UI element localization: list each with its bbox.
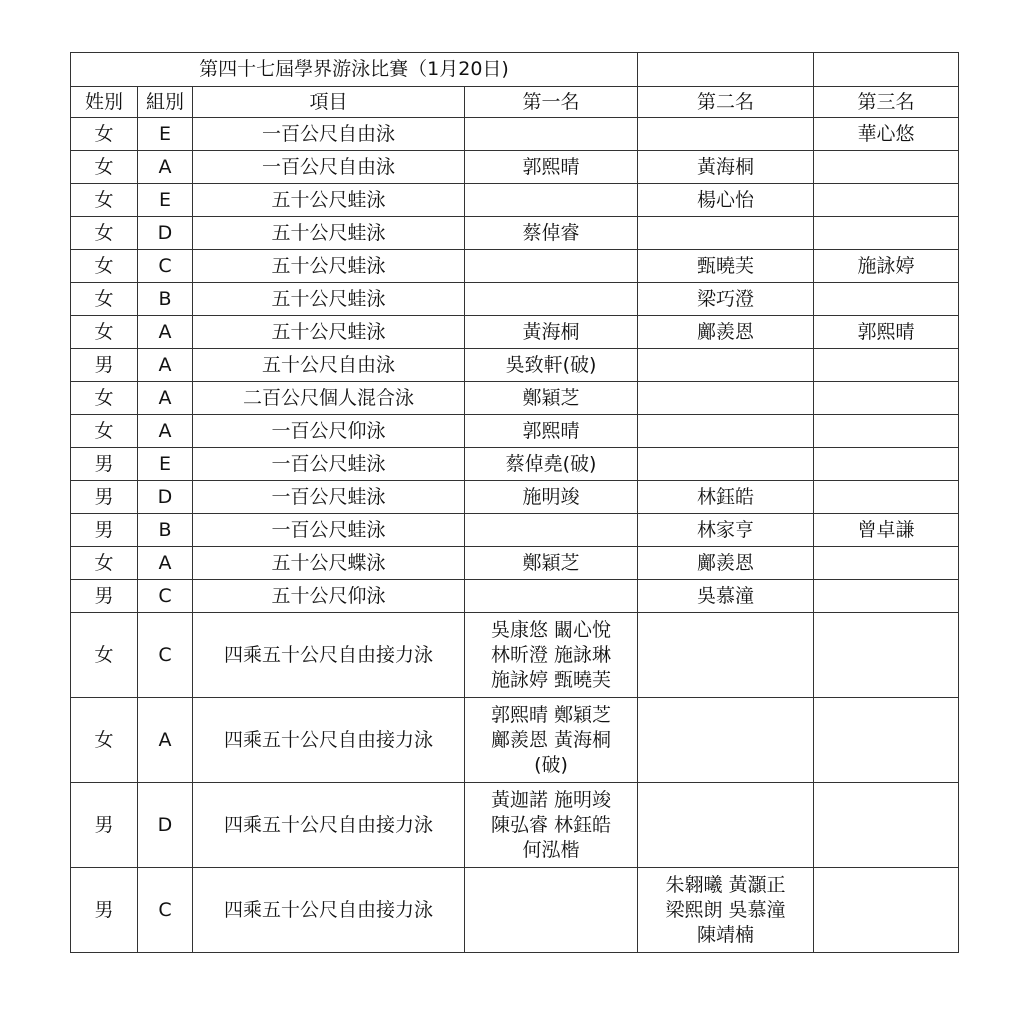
header-gender: 姓別 (71, 87, 138, 118)
header-first: 第一名 (465, 87, 638, 118)
first-place-cell: 蔡倬睿 (465, 217, 638, 250)
gender-cell: 女 (71, 382, 138, 415)
table-row (71, 868, 959, 953)
table-row (71, 184, 959, 217)
second-place-cell: 林家亨 (638, 514, 814, 547)
table-row (71, 698, 959, 783)
gender-cell: 女 (71, 547, 138, 580)
gender-cell: 女 (71, 151, 138, 184)
third-place-cell (814, 349, 959, 382)
third-place-cell (814, 217, 959, 250)
table-row (71, 118, 959, 151)
first-place-cell (465, 868, 638, 953)
third-place-cell (814, 481, 959, 514)
group-cell: A (138, 382, 193, 415)
table-row (71, 613, 959, 698)
event-cell: 一百公尺蛙泳 (193, 448, 465, 481)
header-group: 組別 (138, 87, 193, 118)
table-row (71, 151, 959, 184)
group-cell: A (138, 349, 193, 382)
first-place-cell (465, 118, 638, 151)
table-row (71, 316, 959, 349)
third-place-cell (814, 184, 959, 217)
group-cell: A (138, 547, 193, 580)
event-cell: 五十公尺蛙泳 (193, 316, 465, 349)
first-place-cell: 郭熙晴 (465, 151, 638, 184)
gender-cell: 女 (71, 118, 138, 151)
table-row (71, 250, 959, 283)
event-cell: 五十公尺蛙泳 (193, 283, 465, 316)
group-cell: C (138, 250, 193, 283)
second-place-cell: 吳慕潼 (638, 580, 814, 613)
table-row (71, 481, 959, 514)
first-place-cell: 吳致軒(破) (465, 349, 638, 382)
group-cell: E (138, 118, 193, 151)
second-place-cell (638, 613, 814, 698)
table-row (71, 217, 959, 250)
event-cell: 四乘五十公尺自由接力泳 (193, 613, 465, 698)
event-cell: 五十公尺蝶泳 (193, 547, 465, 580)
third-place-cell: 施詠婷 (814, 250, 959, 283)
gender-cell: 女 (71, 217, 138, 250)
event-cell: 四乘五十公尺自由接力泳 (193, 868, 465, 953)
event-cell: 五十公尺仰泳 (193, 580, 465, 613)
table-row (71, 448, 959, 481)
group-cell: B (138, 514, 193, 547)
third-place-cell (814, 415, 959, 448)
event-cell: 五十公尺蛙泳 (193, 184, 465, 217)
group-cell: A (138, 151, 193, 184)
table-row (71, 382, 959, 415)
gender-cell: 男 (71, 349, 138, 382)
gender-cell: 女 (71, 184, 138, 217)
table-row (71, 349, 959, 382)
third-place-cell (814, 382, 959, 415)
group-cell: A (138, 316, 193, 349)
event-cell: 一百公尺自由泳 (193, 118, 465, 151)
group-cell: D (138, 481, 193, 514)
first-place-cell: 鄭穎芝 (465, 382, 638, 415)
group-cell: D (138, 217, 193, 250)
group-cell: B (138, 283, 193, 316)
gender-cell: 男 (71, 783, 138, 868)
gender-cell: 男 (71, 514, 138, 547)
third-place-cell (814, 580, 959, 613)
second-place-cell (638, 217, 814, 250)
first-place-cell: 郭熙晴 (465, 415, 638, 448)
group-cell: D (138, 783, 193, 868)
table-row (71, 580, 959, 613)
first-place-cell (465, 580, 638, 613)
second-place-cell: 楊心怡 (638, 184, 814, 217)
third-place-cell: 郭熙晴 (814, 316, 959, 349)
second-place-cell: 鄺羨恩 (638, 316, 814, 349)
third-place-cell: 華心悠 (814, 118, 959, 151)
group-cell: A (138, 415, 193, 448)
first-place-cell: 郭熙晴 鄭穎芝 鄺羨恩 黃海桐 (破) (465, 698, 638, 783)
first-place-cell (465, 250, 638, 283)
title-row (71, 53, 959, 87)
event-cell: 一百公尺蛙泳 (193, 481, 465, 514)
third-place-cell (814, 547, 959, 580)
gender-cell: 女 (71, 415, 138, 448)
gender-cell: 女 (71, 283, 138, 316)
first-place-cell: 吳康悠 闞心悅 林昕澄 施詠琳 施詠婷 甄曉芙 (465, 613, 638, 698)
table-row (71, 415, 959, 448)
third-place-cell (814, 448, 959, 481)
first-place-cell (465, 514, 638, 547)
second-place-cell (638, 698, 814, 783)
first-place-cell: 黃海桐 (465, 316, 638, 349)
table-row (71, 283, 959, 316)
third-place-cell (814, 868, 959, 953)
group-cell: A (138, 698, 193, 783)
event-cell: 五十公尺蛙泳 (193, 217, 465, 250)
gender-cell: 女 (71, 613, 138, 698)
event-cell: 四乘五十公尺自由接力泳 (193, 698, 465, 783)
second-place-cell (638, 118, 814, 151)
second-place-cell: 朱翱曦 黃灝正 梁熙朗 吳慕潼 陳靖楠 (638, 868, 814, 953)
event-cell: 一百公尺蛙泳 (193, 514, 465, 547)
third-place-cell: 曾卓謙 (814, 514, 959, 547)
third-place-cell (814, 283, 959, 316)
group-cell: C (138, 868, 193, 953)
first-place-cell (465, 283, 638, 316)
gender-cell: 女 (71, 316, 138, 349)
event-cell: 二百公尺個人混合泳 (193, 382, 465, 415)
group-cell: E (138, 448, 193, 481)
title-blank-cell (814, 53, 959, 87)
table-row (71, 783, 959, 868)
event-cell: 一百公尺自由泳 (193, 151, 465, 184)
first-place-cell: 黃迦諾 施明竣 陳弘睿 林鈺皓 何泓楷 (465, 783, 638, 868)
table-row (71, 547, 959, 580)
header-row (71, 87, 959, 118)
gender-cell: 男 (71, 481, 138, 514)
event-cell: 四乘五十公尺自由接力泳 (193, 783, 465, 868)
results-table (70, 52, 959, 953)
second-place-cell: 甄曉芙 (638, 250, 814, 283)
second-place-cell: 梁巧澄 (638, 283, 814, 316)
second-place-cell (638, 415, 814, 448)
gender-cell: 女 (71, 250, 138, 283)
header-third: 第三名 (814, 87, 959, 118)
table-row (71, 514, 959, 547)
second-place-cell (638, 783, 814, 868)
group-cell: C (138, 580, 193, 613)
title-blank-cell (638, 53, 814, 87)
second-place-cell: 黃海桐 (638, 151, 814, 184)
second-place-cell (638, 382, 814, 415)
header-second: 第二名 (638, 87, 814, 118)
gender-cell: 男 (71, 868, 138, 953)
second-place-cell (638, 349, 814, 382)
third-place-cell (814, 151, 959, 184)
first-place-cell: 鄭穎芝 (465, 547, 638, 580)
gender-cell: 男 (71, 580, 138, 613)
third-place-cell (814, 613, 959, 698)
first-place-cell: 蔡倬堯(破) (465, 448, 638, 481)
first-place-cell (465, 184, 638, 217)
second-place-cell: 鄺羨恩 (638, 547, 814, 580)
group-cell: C (138, 613, 193, 698)
event-cell: 五十公尺自由泳 (193, 349, 465, 382)
third-place-cell (814, 783, 959, 868)
gender-cell: 男 (71, 448, 138, 481)
event-cell: 五十公尺蛙泳 (193, 250, 465, 283)
second-place-cell (638, 448, 814, 481)
first-place-cell: 施明竣 (465, 481, 638, 514)
gender-cell: 女 (71, 698, 138, 783)
event-cell: 一百公尺仰泳 (193, 415, 465, 448)
header-event: 項目 (193, 87, 465, 118)
third-place-cell (814, 698, 959, 783)
table-title: 第四十七屆學界游泳比賽（1月20日) (71, 53, 638, 87)
second-place-cell: 林鈺皓 (638, 481, 814, 514)
group-cell: E (138, 184, 193, 217)
